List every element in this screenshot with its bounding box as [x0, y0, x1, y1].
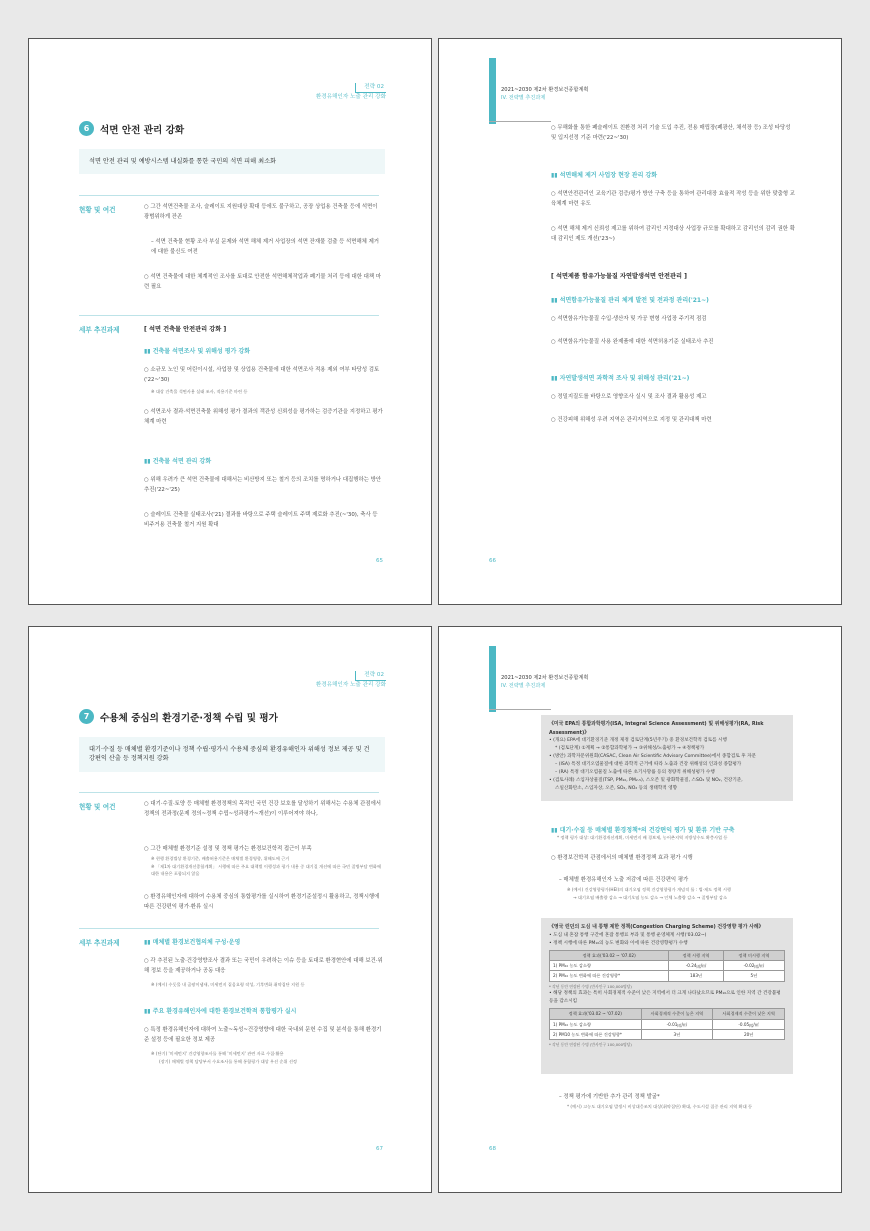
- table-cell: 3년: [641, 1030, 713, 1040]
- section-title: [79, 121, 184, 136]
- header-bar: [489, 58, 496, 124]
- task-group-heading: [ 석면제품 함유가능물질 자연발생석면 안전관리 ]: [551, 273, 687, 280]
- task-sub-item: – 매체별 환경유해인자 노출 저감에 따른 건강편익 평가: [559, 877, 689, 883]
- status-item-2: ○ 그간 매체별 환경기준 설정 및 정책 평가는 환경보건학적 접근이 부족: [144, 846, 312, 852]
- status-label: 현황 및 여건: [79, 206, 116, 214]
- subsection-note: * 정책 평가 대상: 대기환경개선계획, 미세먼지 배 경보제, 농어촌지역 지방상수도 확충사업 등: [557, 835, 728, 840]
- status-item-1: ○ 그간 석면건축물 조사, 슬레이트 지원대상 확대 등에도 불구하고, 공장 상업용 건축물 등에 석면이 광범위하게 잔존: [144, 204, 378, 220]
- subsection-heading: ▮▮ 매체별 환경보건협의체 구성·운영: [144, 939, 241, 946]
- box-line: * (검토단계) ①계획 → ②통합과학평가 → ③위해성/노출평가 → ④정책평가: [555, 746, 705, 752]
- task-item: ○ 석면조사 결과·석면건축물 위해성 평가 결과의 객관성 신뢰성을 평가하는 검증기관을 지정하고 평가체계 마련: [144, 409, 383, 425]
- table-cell: -0.24㎍/㎥: [669, 960, 724, 970]
- table-header-cell: 정책 시행 지역: [669, 950, 724, 960]
- plan-title: 2021~2030 제2차 환경보건종합계획: [501, 675, 589, 681]
- status-note: ※ 현행 환경법상 환경기준, 배출허용기준은 매체별 환경영향, 위해도에 근거: [151, 856, 290, 861]
- status-note: ※ 「제1차 대기환경개선종합계획」 시행에 따른 주요 대책별 이행성과 평가 내용 중 대기질 개선에 따른 국민 질병부담 변화에 대한 내용은 포함되지 않음: [151, 864, 382, 876]
- strategy-label: 전략 02: [355, 671, 386, 681]
- box-line: • 해당 정책의 효과는 특히 사회경제적 수준이 낮은 지역에서 더 크게 나타났으므로 PM₁₀으로 인한 지역 간 건강불평등을 감소시킴: [549, 991, 781, 1005]
- task-note: ※ 대상 건축물 석면사용 실태 조사, 적용기준 마련 등: [151, 389, 248, 394]
- table-row: [550, 960, 785, 970]
- section-number: 7: [79, 709, 94, 724]
- table-row: [550, 1019, 785, 1029]
- task-note: * (예시) 고농도 대기오염 발생시 비상대응조치 대상(취약집단) 확대, 수도시설 집중 관리 지역 확대 등: [567, 1104, 753, 1109]
- strategy-label: 전략 02: [355, 83, 386, 93]
- table-cell: 20년: [713, 1030, 785, 1040]
- status-item-3: ○ 석면 건축물에 대한 체계적인 조사를 토대로 안전한 석면해체작업과 폐기물 처리 등에 대한 대책 마련 필요: [144, 274, 381, 290]
- task-item: ○ 석면 해체 제거 신뢰성 제고를 위하여 감리인 지정대상 사업장 규모를 확대하고 감리인의 감리 권한 확대 감리인 제도 개선('23~): [551, 226, 795, 242]
- section-number: 6: [79, 121, 94, 136]
- divider: [79, 315, 379, 316]
- page-number: 65: [376, 558, 383, 564]
- task-item: ○ 환경보건학적 관점에서의 매체별 환경정책 효과 평가 시행: [551, 855, 693, 861]
- page-number: 67: [376, 1146, 383, 1152]
- subsection-heading: ▮▮ 자연발생석면 과학적 조사 및 위해성 관리('21~): [551, 375, 690, 382]
- table-row: [550, 971, 785, 981]
- table-header-row: [550, 950, 785, 960]
- table-note: * 각년 동안 연장된 수명 (만사인구 100,000명당): [549, 1042, 632, 1048]
- table-note: * 각년 동안 연장된 수명 (만사인구 100,000명당): [549, 983, 632, 989]
- table-cell: -0.01㎍/㎥: [641, 1019, 713, 1029]
- page-number: 68: [489, 1146, 496, 1152]
- task-item: ○ 특정 환경유해인자에 대하여 노출~독성~건강영향에 대한 국내외 문헌 수집 및 분석을 통해 환경기준 설정 등에 필요한 정보 제공: [144, 1027, 382, 1043]
- subsection-heading: ▮▮ 건축물 석면조사 및 위해성 평가 강화: [144, 348, 251, 355]
- subsection-heading: ▮▮ 석면해체 제거 사업장 현장 관리 강화: [551, 172, 658, 179]
- section-title-text: 석면 안전 관리 강화: [100, 124, 185, 136]
- task-note: (장기) 매체별 정책 담당부서 수요조사를 통해 통합평가 대상 우선 순위 선정: [159, 1059, 297, 1064]
- running-header: [501, 674, 588, 691]
- table-header-cell: 사회경제적 수준이 높은 지역: [641, 1009, 713, 1019]
- subsection-heading: ▮▮ 대기·수질 등 매체별 환경정책*의 건강편익 평가 및 환류 기반 구축: [551, 827, 735, 834]
- task-item: ○ 정밀지질도를 바탕으로 영향조사 실시 및 조사 결과 활용성 제고: [551, 394, 707, 400]
- task-item: ○ 석면안전관리인 교육기관 검증/평가 방안 구축 등을 통하여 관리대장 효율적 작성 등을 위한 맞춤형 교육체계 마련 유도: [551, 191, 796, 207]
- policy-effect-table: [549, 950, 785, 982]
- task-item: ○ 무해화를 통한 폐슬레이트 친환경 처리 기술 도입 추진, 전용 매립장(폐광산, 채석장 등) 조성 타당성 및 입지선정 기준 마련('22~'30): [551, 125, 791, 141]
- table-cell: 1) PM₁₀ 농도 감소량: [550, 1019, 642, 1029]
- table-cell: 5년: [723, 971, 784, 981]
- task-sub-item: – 정책 평가에 기반한 추가 관리 정책 발굴*: [559, 1094, 660, 1100]
- table-cell: -0.02㎍/㎥: [723, 960, 784, 970]
- task-note: → 대기오염 배출량 감소 → 대기오염 농도 감소 → 인체 노출량 감소 → 질병부담 감소: [573, 895, 728, 900]
- box-title: 《영국 런던의 도심 내 통행 제한 정책(Congestion Charging Scheme) 건강영향 평가 사례》: [549, 924, 764, 930]
- divider: [79, 928, 379, 929]
- table-header-cell: 정책 효과('03.02 ~ '07.02): [550, 950, 669, 960]
- plan-title: 2021~2030 제2차 환경보건종합계획: [501, 87, 589, 93]
- info-box-london: [541, 918, 793, 1074]
- page-68: [438, 626, 842, 1193]
- header-rule: [489, 709, 551, 710]
- table-cell: 1) PM₁₀ 농도 감소량: [550, 960, 669, 970]
- chapter-title: IV. 전략별 추진과제: [501, 683, 546, 690]
- section-title-text: 수용체 중심의 환경기준·정책 수립 및 평가: [100, 712, 278, 724]
- divider: [79, 195, 379, 196]
- table-header-cell: 사회경제적 수준이 낮은 지역: [713, 1009, 785, 1019]
- task-group-heading: [ 석면 건축물 안전관리 강화 ]: [144, 326, 227, 333]
- header-rule: [489, 121, 551, 122]
- strategy-subtitle: 환경유해인자 노출 관리 강화: [315, 682, 386, 689]
- task-item: ○ 위해 우려가 큰 석면 건축물에 대해서는 비산방지 또는 철거 등의 조치를 명하거나 대집행하는 방안 추진('22~'25): [144, 477, 381, 493]
- status-item-3: ○ 환경유해인자에 대하여 수용체 중심의 통합평가를 실시하여 환경기준설정시 활용하고, 정책시행에 따른 건강편익 평가·환류 실시: [144, 894, 380, 910]
- box-line: • 도심 내 혼잡 통행 구간에 혼잡 통행료 부과 및 통행 운영체계 시행('03.02~): [549, 932, 707, 938]
- status-item-1: ○ 대기·수질·토양 등 매체별 환경정책의 목적인 국민 건강 보호를 달성하기 위해서는 수용체 관점에서 정책의 전과정(문제 정의~정책 수립~성과평가~개선)이 이루어져야 하나,: [144, 801, 381, 817]
- inequality-table: [549, 1008, 785, 1040]
- subsection-heading: ▮▮ 주요 환경유해인자에 대한 환경보건학적 통합평가 실시: [144, 1008, 297, 1015]
- box-line: • (방안) 과학자문위원회(CASAC, Clean Air Scientific Advisory Committee)에서 종합검토 후 자문: [549, 754, 757, 760]
- page-66: [438, 38, 842, 605]
- info-box-us-epa: [541, 715, 793, 801]
- table-cell: 2) PM₁₀ 농도 변화에 따른 건강영향*: [550, 971, 669, 981]
- task-item: ○ 건강피해 위해성 우려 지역은 관리지역으로 지정 및 관리대책 마련: [551, 417, 712, 423]
- status-label: 현황 및 여건: [79, 803, 116, 811]
- box-line: 스일산화탄소, 스입자상, 오존, SO₂, NO₂ 등의 생태학적 영향: [555, 786, 678, 792]
- task-item: ○ 각 추진된 노출·건강영향조사 결과 또는 국민이 우려하는 이슈 등을 토대로 환경현안에 대해 보건·위해 정보 등을 제공하거나 공동 대응: [144, 958, 383, 974]
- subsection-heading: ▮▮ 석면함유가능물질 관리 체계 발전 및 전과정 관리('21~): [551, 297, 709, 304]
- page-number: 66: [489, 558, 496, 564]
- table-header-row: [550, 1009, 785, 1019]
- task-note: ※ (단기) '미세먼지' 건강영향조사를 통해 '미세먼지' 관련 자료 수집·활용: [151, 1051, 284, 1056]
- box-line: • (개요) EPA에 대기환경기준 개정 제정 검토단계(5년주기) 중 환경보건학적 검토를 시행: [549, 738, 727, 744]
- box-title: 《미국 EPA의 통합과학평가(ISA, Integral Science Assessment) 및 위해성평가(RA, Risk Assessment)》: [549, 721, 764, 736]
- section-summary: 석면 안전 관리 및 예방시스템 내실화를 통한 국민의 석면 피해 최소화: [79, 149, 385, 174]
- box-line: • 정책 시행에 따른 PM₁₀의 농도 변화와 이에 따른 건강영향평가 수행: [549, 940, 688, 946]
- table-cell: -0.05㎍/㎥: [713, 1019, 785, 1029]
- tasks-label: 세부 추진과제: [79, 326, 120, 334]
- table-header-cell: 정책 효과('03.02 ~ '07.02): [550, 1009, 642, 1019]
- page-65: [28, 38, 432, 605]
- subsection-heading: ▮▮ 건축물 석면 관리 강화: [144, 458, 212, 465]
- task-item: ○ 석면함유가능물질 사용 완제품에 대한 석면허용기준 실태조사 추진: [551, 339, 714, 345]
- header-bar: [489, 646, 496, 712]
- tasks-label: 세부 추진과제: [79, 939, 120, 947]
- table-row: [550, 1030, 785, 1040]
- divider: [79, 792, 379, 793]
- chapter-title: IV. 전략별 추진과제: [501, 95, 546, 102]
- box-line: – (ISA) 특정 대기오염물질에 대한 과학적 근거에 따라 노출과 건강 위해성의 인과성 종합평가: [555, 762, 742, 768]
- table-header-cell: 정책 미시행 지역: [723, 950, 784, 960]
- task-note: ※ (예시) 건강영향평가(HEI)의 대기오염 정책 건강영향평가 개념적 틀 : 법·제도 정책 시행: [567, 887, 731, 892]
- section-summary: 대기·수질 등 매체별 환경기준이나 정책 수립·평가시 수용체 중심의 환경유해인자 위해성 정보 제공 및 건강편익 산출 등 정책지원 강화: [79, 737, 385, 772]
- box-line: • (검토사례) 스입자상물질(TSP, PM₁₀, PM₂.₅), 스오존 및 광화학물질, 스SO₂ 및 NO₂, 건강기준,: [549, 778, 743, 784]
- strategy-tag: [316, 671, 386, 690]
- strategy-subtitle: 환경유해인자 노출 관리 강화: [315, 94, 386, 101]
- task-item: ○ 석면함유가능물질 수입·생산자 및 가공 변형 사업장 주기적 점검: [551, 316, 707, 322]
- strategy-tag: [316, 83, 386, 102]
- task-item: ○ 소규모 노인 및 어린이시설, 사업장 및 상업용 건축물에 대한 석면조사 적용 제외 여부 타당성 검토('22~'30): [144, 367, 380, 383]
- task-item: ○ 슬레이트 건축물 실태조사('21) 결과를 바탕으로 주택 슬레이트 주택 제로화 추진(~'30), 축사 등 비주거용 건축물 철거 지원 확대: [144, 512, 378, 528]
- box-line: – (RA) 특정 대기오염물질 노출에 따른 초기사망률 등의 정량적 위해성평가 수행: [555, 770, 715, 776]
- running-header: [501, 86, 588, 103]
- table-cell: 2) PM10 농도 변화에 따른 건강영향*: [550, 1030, 642, 1040]
- task-note: ※ (예시) 수돗물 내 곰팡이냄새, 미세먼지 짙음요령 작성, 기후변화 취약집단 지원 등: [151, 982, 305, 987]
- section-title: [79, 709, 278, 724]
- status-item-2: – 석면 건축물 현황 조사 부실 문제와 석면 해체 제거 사업장의 석면 잔재물 검출 등 석면해체 제거에 대한 불신도 여전: [151, 239, 379, 255]
- table-cell: 183년: [669, 971, 724, 981]
- page-67: [28, 626, 432, 1193]
